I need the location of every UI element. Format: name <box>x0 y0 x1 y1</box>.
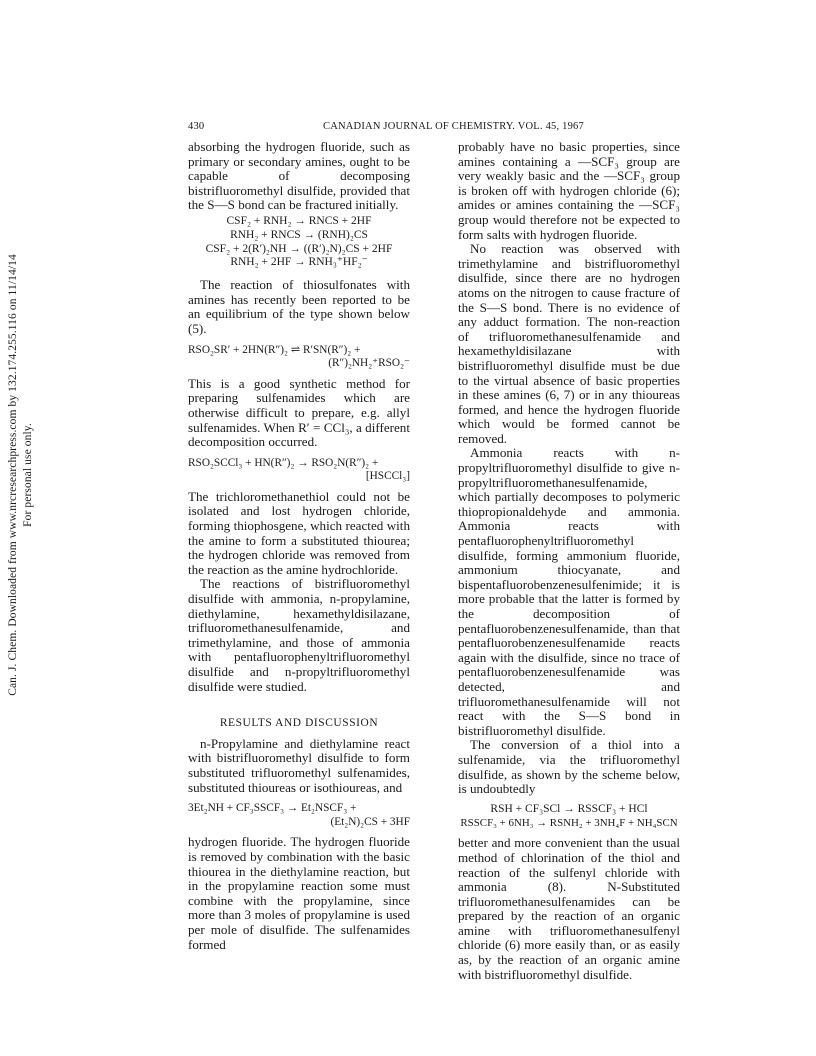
paragraph: absorbing the hydrogen fluoride, such as primary or secondary amines, ought to be capable of decomposing bistrifluoromethyl disulfide, provided that the S—S bond can be fractured initially. <box>188 139 410 213</box>
equation-line: CSF₂ + RNH₂ → RNCS + 2HF <box>226 214 372 227</box>
equation-line: 3Et₂NH + CF₃SSCF₃ → Et₂NSCF₃ + <box>188 802 357 815</box>
equation <box>188 457 410 484</box>
paragraph: probably have no basic properties, since amines containing a —SCF₃ group are very weakly basic and the —SCF₃ group is broken off with hydrogen chloride (6); amides or amines containing the —SCF₃ group would therefore not be expected to form salts with hydrogen fluoride. <box>458 139 680 242</box>
paragraph: n-Propylamine and diethylamine react with bistrifluoromethyl disulfide to form substituted trifluoromethyl sulfenamides, substituted thioureas or isothioureas, and <box>188 735 410 795</box>
download-notice-line2: For personal use only. <box>22 423 34 527</box>
equation-line: RNH₂ + RNCS → (RNH)₂CS <box>230 228 368 241</box>
right-column <box>458 140 680 982</box>
paragraph: hydrogen fluoride. The hydrogen fluoride is removed by combination with the basic thiourea in the diethylamine reaction, but in the propylamine reaction some must combine with the propylamine, since more than 3 moles of propylamine is used per mole of disulfide. The sulfenamides formed <box>188 834 410 952</box>
section-heading: RESULTS AND DISCUSSION <box>219 717 379 730</box>
equation-line: [HSCCl₃] <box>365 470 410 483</box>
equation-line: (Et₂N)₂CS + 3HF <box>330 815 410 828</box>
equation-line: CSF₂ + 2(R′)₂NH → ((R′)₂N)₂CS + 2HF <box>205 242 393 255</box>
paragraph: No reaction was observed with trimethylamine and bistrifluoromethyl disulfide, since there are no hydrogen atoms on the nitrogen to cause fracture of the S—S bond. There is no evidence of any adduct formation. The non-reaction of trifluoromethanesulfenamide and hexamethyldisilazane with bistrifluoromethyl disulfide must be due to the virtual absence of basic properties in these amines (6, 7) or in any thioureas formed, and hence the hydrogen fluoride which would be formed cannot be removed. <box>458 241 680 446</box>
paragraph: better and more convenient than the usual method of chlorination of the thiol and reaction of the sulfenyl chloride with ammonia (8). N-Substituted trifluoromethanesulfenamides can be prepared by the reaction of an organic amine with trifluoromethanesulfenyl chloride (6) more easily than, or as easily as, by the reaction of an organic amine with bistrifluoromethyl disulfide. <box>458 835 680 982</box>
journal-title: CANADIAN JOURNAL OF CHEMISTRY. VOL. 45, 1967 <box>323 121 584 132</box>
equation <box>188 344 410 371</box>
paragraph: Ammonia reacts with n-propyltrifluoromethyl disulfide to give n-propyltrifluoromethanesulfenamide, which partially decomposes to polymeric thiopropionaldehyde and ammonia. Ammonia reacts with pentafluorophenyltrifluoromethyl disulfide, forming ammonium fluoride, ammonium thiocyanate, and bispentafluorobenzenesulfenimide; it is more probable that the latter is formed by the decomposition of pentafluorobenzenesulfenamide, than that pentafluorobenzenesulfenamide reacts again with the disulfide, since no trace of pentafluorobenzenesulfenamide was detected, and trifluoromethanesulfenamide will not react with the S—S bond in bistrifluoromethyl disulfide. <box>458 445 680 738</box>
paragraph: The reactions of bistrifluoromethyl disulfide with ammonia, n-propylamine, diethylamine, hexamethyldisilazane, trifluoromethanesulfenamide, and trimethylamine, and those of ammonia with pentafluorophenyltrifluoromethyl disulfide and n-propyltrifluoromethyl disulfide were studied. <box>188 576 410 694</box>
equation <box>188 802 410 829</box>
equation-block <box>458 803 680 831</box>
paragraph: The reaction of thiosulfonates with amines has recently been reported to be an equilibrium of the type shown below (5). <box>188 277 410 336</box>
download-notice <box>6 240 48 710</box>
equation-line: RSO₂SCCl₃ + HN(R″)₂ → RSO₂N(R″)₂ + <box>188 456 379 469</box>
equation-line: RSO₂SR′ + 2HN(R″)₂ ⇌ R′SN(R″)₂ + <box>188 343 361 356</box>
equation-block <box>188 215 410 270</box>
paragraph: This is a good synthetic method for preparing sulfenamides which are otherwise difficult to prepare, e.g. allyl sulfenamides. When R′ = CCl₃, a different decomposition occurred. <box>188 375 410 450</box>
equation-line: RSH + CF₃SCl → RSSCF₃ + HCl <box>490 802 648 815</box>
page-number: 430 <box>188 121 205 132</box>
equation-line: RNH₂ + 2HF → RNH₃⁺HF₂⁻ <box>230 256 368 269</box>
download-notice-line1: Can. J. Chem. Downloaded from www.nrcresearchpress.com by 132.174.255.116 on 11/14/14 <box>7 254 19 696</box>
paragraph: The trichloromethanethiol could not be isolated and lost hydrogen chloride, forming thiophosgene, which reacted with the amine to form a substituted thiourea; the hydrogen chloride was removed from the reaction as the amine hydrochloride. <box>188 488 410 577</box>
running-header <box>188 121 631 135</box>
paragraph: The conversion of a thiol into a sulfenamide, via the trifluoromethyl disulfide, as shown by the scheme below, is undoubtedly <box>458 737 680 797</box>
equation-line: RSSCF₃ + 6NH₃ → RSNH₂ + 3NH₄F + NH₄SCN <box>460 816 678 829</box>
left-column <box>188 140 410 952</box>
equation-line: (R″)₂NH₂⁺RSO₂⁻ <box>328 357 410 370</box>
